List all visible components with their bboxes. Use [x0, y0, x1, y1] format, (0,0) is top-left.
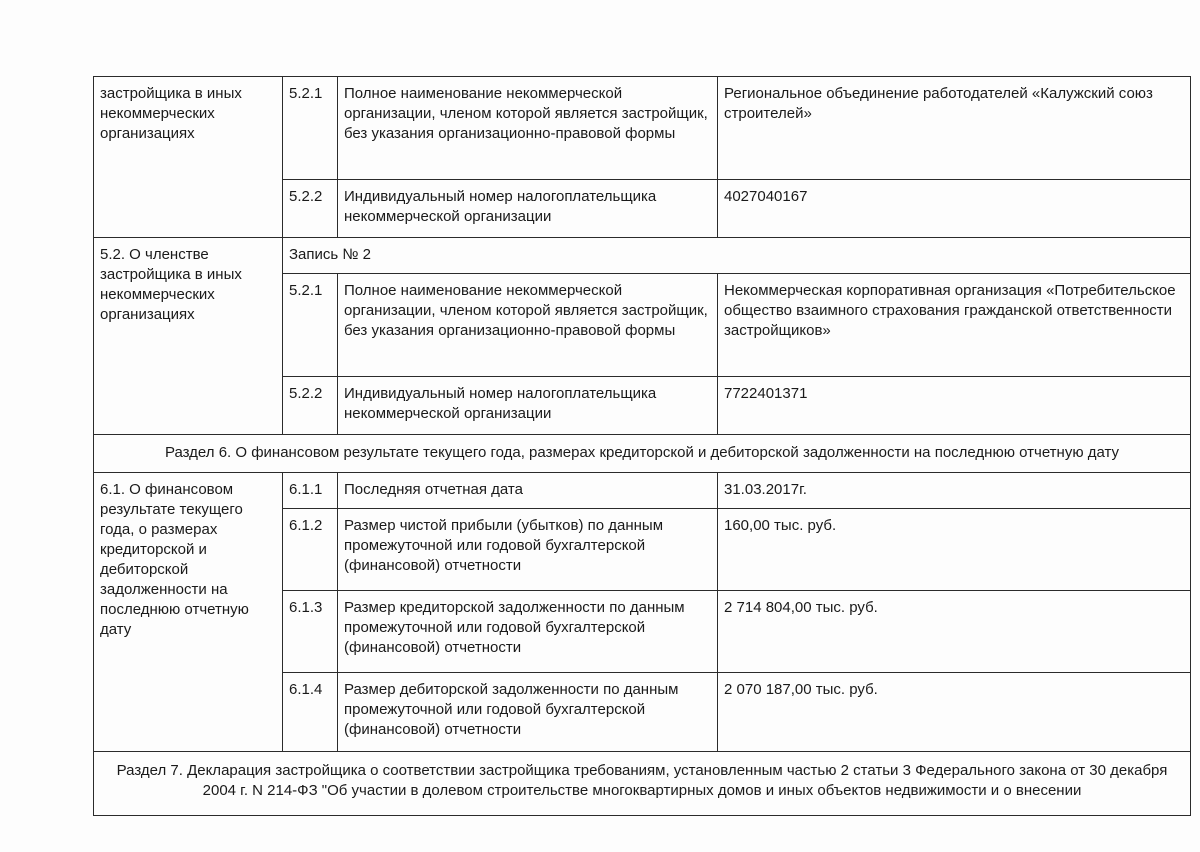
row-number: 6.1.4 — [283, 673, 338, 752]
row-label: Полное наименование некоммерческой организации, членом которой является застройщик, без указания организационно-правовой формы — [338, 77, 718, 180]
section-label-cell: застройщика в иных некоммерческих организациях — [94, 77, 283, 238]
row-label: Размер дебиторской задолженности по данным промежуточной или годовой бухгалтерской (финансовой) отчетности — [338, 673, 718, 752]
section-header-row — [94, 752, 1191, 816]
row-number: 5.2.2 — [283, 180, 338, 238]
row-number: 6.1.3 — [283, 591, 338, 673]
declaration-table — [93, 76, 1191, 816]
row-number: 6.1.2 — [283, 509, 338, 591]
row-label: Полное наименование некоммерческой организации, членом которой является застройщик, без указания организационно-правовой формы — [338, 274, 718, 377]
row-value: Некоммерческая корпоративная организация «Потребительское общество взаимного страхования гражданской ответственности застройщиков» — [718, 274, 1191, 377]
table-row — [94, 77, 1191, 180]
row-value: 2 070 187,00 тыс. руб. — [718, 673, 1191, 752]
row-value: 160,00 тыс. руб. — [718, 509, 1191, 591]
row-value: 31.03.2017г. — [718, 473, 1191, 509]
row-number: 6.1.1 — [283, 473, 338, 509]
section-7-title: Раздел 7. Декларация застройщика о соответствии застройщика требованиям, установленным частью 2 статьи 3 Федерального закона от 30 декабря 2004 г. N 214-ФЗ "Об участии в долевом строительстве многоквартирных домов и иных объектов недвижимости и о внесении — [94, 752, 1191, 816]
row-label: Размер чистой прибыли (убытков) по данным промежуточной или годовой бухгалтерской (финансовой) отчетности — [338, 509, 718, 591]
table-row — [94, 238, 1191, 274]
row-value: Региональное объединение работодателей «Калужский союз строителей» — [718, 77, 1191, 180]
row-number: 5.2.1 — [283, 274, 338, 377]
section-6-title: Раздел 6. О финансовом результате текущего года, размерах кредиторской и дебиторской задолженности на последнюю отчетную дату — [94, 435, 1191, 473]
row-value: 2 714 804,00 тыс. руб. — [718, 591, 1191, 673]
section-header-row — [94, 435, 1191, 473]
row-label: Размер кредиторской задолженности по данным промежуточной или годовой бухгалтерской (финансовой) отчетности — [338, 591, 718, 673]
section-label-cell: 5.2. О членстве застройщика в иных некоммерческих организациях — [94, 238, 283, 435]
row-number: 5.2.1 — [283, 77, 338, 180]
section-label-cell: 6.1. О финансовом результате текущего года, о размерах кредиторской и дебиторской задолженности на последнюю отчетную дату — [94, 473, 283, 752]
row-value: 7722401371 — [718, 377, 1191, 435]
row-label: Индивидуальный номер налогоплательщика некоммерческой организации — [338, 377, 718, 435]
record-label: Запись № 2 — [283, 238, 1191, 274]
row-number: 5.2.2 — [283, 377, 338, 435]
row-label: Индивидуальный номер налогоплательщика некоммерческой организации — [338, 180, 718, 238]
row-value: 4027040167 — [718, 180, 1191, 238]
row-label: Последняя отчетная дата — [338, 473, 718, 509]
table-row — [94, 473, 1191, 509]
